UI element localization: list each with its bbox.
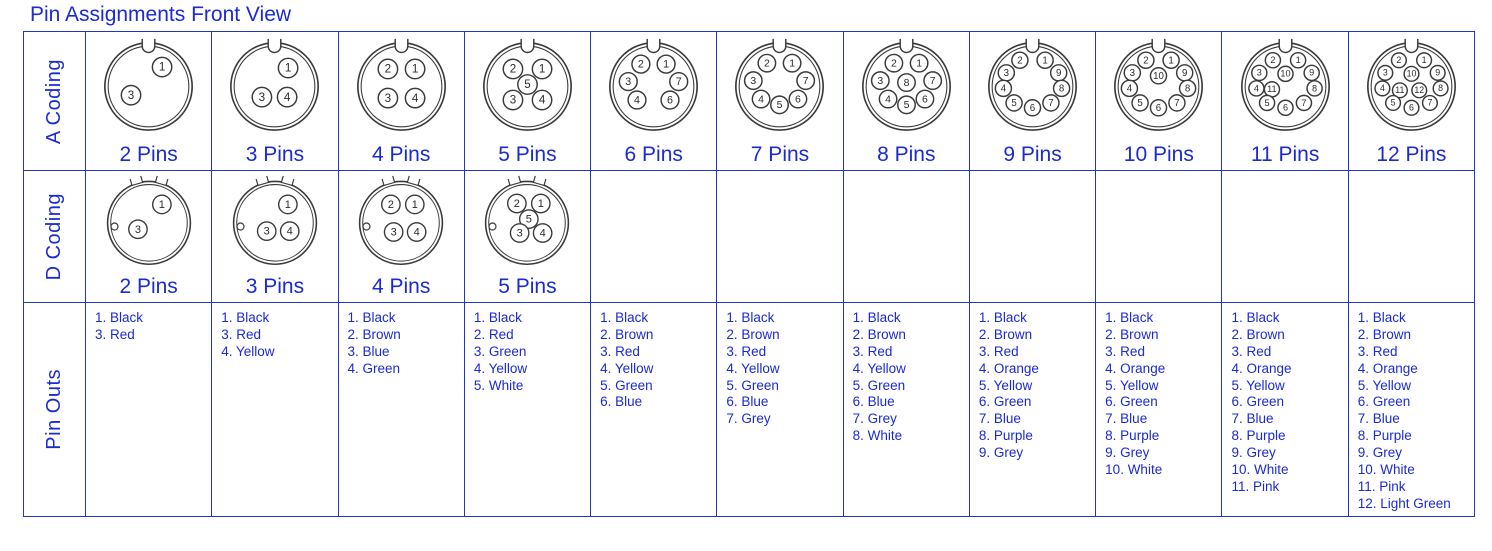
pin-number: 3 [1256,67,1262,78]
row-label-text: D Coding [43,192,65,281]
pin-number: 6 [1282,102,1288,113]
pinout-line: 7. Grey [726,411,771,427]
keyway-notch-icon [1405,39,1418,53]
pin-number: 1 [411,62,418,76]
pin-number: 1 [1421,55,1427,66]
pin-number: 3 [625,76,632,89]
pin-number: 11 [1395,85,1405,96]
cell-a-12-pins [1349,32,1475,171]
pinout-cell-5-pins [465,303,591,517]
pinout-line: 7. Grey [852,411,897,427]
cell-d-empty [844,171,970,303]
pin-number: 6 [667,94,674,107]
pinout-line: 1. Black [347,310,396,326]
keyway-notch-icon [395,39,408,53]
pin-number: 9 [1056,68,1062,80]
pinout-line: 9. Grey [1357,445,1402,461]
pinout-cell-11-pins [1222,303,1348,517]
pinout-line: 8. Purple [978,428,1033,444]
pin-number: 4 [286,225,293,238]
pinout-line: 3. Red [726,343,767,359]
pin-number: 5 [1011,98,1017,110]
pinout-line: 2. Brown [1357,326,1411,342]
pin-count-caption: 9 Pins [1003,142,1062,166]
pin-number: 3 [509,93,517,107]
pinout-line: 1. Black [95,310,144,326]
pinout-line: 9. Grey [1231,445,1276,461]
connector-diagram-d-4-pins [355,175,447,267]
pin-number: 5 [903,100,910,112]
pinout-line: 2. Brown [1231,326,1285,342]
pinout-list [212,303,337,361]
cell-d-empty [717,171,843,303]
pin-number: 5 [524,78,531,92]
pinout-line: 3. Red [221,326,262,342]
pin-number: 3 [259,90,266,104]
pinout-cell-10-pins [1096,303,1222,517]
keyway-notch-icon [1153,39,1166,53]
pinout-line: 7. Blue [1231,411,1274,427]
pinout-line: 6. Green [1357,394,1411,410]
pin-number: 8 [1185,83,1191,95]
pinout-line: 3. Red [1105,343,1145,359]
connector-diagram-a-6-pins [605,36,702,133]
pinout-line: 2. Brown [852,326,906,342]
pin-number: 12 [1414,85,1425,96]
pin-number: 8 [1058,83,1065,95]
cell-d-empty [1096,171,1222,303]
pinout-list [1222,303,1347,496]
cell-a-4-pins [339,32,465,171]
pinout-line: 2. Brown [600,326,654,342]
pinout-line: 2. Brown [978,326,1033,342]
pinout-line: 9. Grey [1105,445,1150,461]
pin-number: 9 [1435,67,1441,78]
keyway-notch-icon [900,39,913,53]
cell-d-empty [970,171,1096,303]
pinout-line: 3. Green [473,343,527,359]
pinout-line: 1. Black [221,310,270,326]
pin-number: 1 [663,58,670,71]
keyway-notch-icon [521,39,534,53]
pin-number: 1 [538,198,545,211]
pinout-line: 4. Orange [978,360,1039,376]
cell-a-7-pins [717,32,843,171]
pin-number: 1 [538,62,546,76]
pin-number: 4 [413,226,420,239]
pinout-line: 12. Light Green [1357,495,1451,511]
pinout-line: 10. White [1357,461,1415,477]
pin-number: 2 [384,62,391,76]
pin-number: 2 [764,58,771,70]
connector-diagram-a-3-pins [226,36,323,133]
pinout-line: 3. Red [1231,343,1272,359]
connector-diagram-a-5-pins [479,36,576,133]
cell-a-9-pins [970,32,1096,171]
pin-number: 2 [387,199,395,212]
pin-count-caption: 10 Pins [1123,142,1194,166]
pin-number: 4 [758,94,765,106]
pinout-line: 5. Yellow [978,377,1033,393]
pin-number: 4 [540,227,547,240]
connector-outer-ring [107,182,190,265]
pinout-line: 5. Yellow [1105,377,1159,393]
pinout-line: 4. Green [347,360,401,376]
pinout-line: 3. Red [1357,343,1398,359]
pin-number: 7 [1048,98,1054,110]
pinout-line: 11. Pink [1357,478,1406,494]
pin-count-caption: 3 Pins [245,142,305,166]
pin-number: 2 [1143,55,1149,67]
pin-number: 4 [1000,83,1007,95]
pin-number: 8 [903,77,910,89]
pinout-line: 1. Black [473,310,522,326]
pin-count-caption: 11 Pins [1250,142,1320,166]
pinout-line: 6. Blue [600,394,643,410]
cell-a-2-pins [86,32,212,171]
cell-a-10-pins [1096,32,1222,171]
cell-a-11-pins [1222,32,1348,171]
pinout-line: 3. Red [852,343,893,359]
pinout-line: 4. Yellow [852,360,906,376]
pinout-line: 2. Red [473,326,514,342]
pin-count-caption: 12 Pins [1376,142,1447,166]
pin-number: 2 [1017,55,1023,67]
pin-number: 3 [750,76,757,88]
pin-assignment-table [23,31,1475,517]
pinout-line: 8. Purple [1231,428,1286,444]
pin-count-caption: 7 Pins [750,142,810,166]
pinout-cell-6-pins [591,303,717,517]
pin-number: 1 [158,199,165,212]
pinout-list [591,303,716,411]
keyway-notch-icon [1026,39,1039,53]
row-label-pin-outs [24,303,86,517]
pinout-line: 4. Yellow [473,360,528,376]
row-label-d-coding [24,171,86,303]
pin-number: 6 [1408,102,1414,113]
pinout-list [465,303,590,394]
pin-number: 9 [1308,67,1314,78]
pin-count-caption: 3 Pins [245,274,305,298]
connector-outer-ring [105,43,192,130]
pin-number: 10 [1406,68,1417,79]
pinout-line: 2. Brown [726,326,780,342]
keyway-bump-icon [489,223,496,230]
cell-d-empty [591,171,717,303]
pin-number: 5 [777,100,783,112]
pinout-cell-3-pins [212,303,338,517]
pin-number: 3 [263,225,270,238]
pinout-list [717,303,842,428]
pinout-list [970,303,1095,462]
pinout-line: 4. Yellow [726,360,780,376]
pin-number: 2 [509,62,517,76]
pin-number: 1 [158,60,166,74]
pinout-line: 6. Blue [852,394,895,410]
pin-number: 7 [1427,97,1433,108]
pin-number: 2 [638,58,645,71]
pin-number: 10 [1153,70,1165,82]
row-label-text: A Coding [43,58,65,144]
pinout-line: 1. Black [1357,310,1406,326]
pin-number: 2 [1396,55,1402,66]
pinout-list [86,303,211,344]
cell-d-4-pins [339,171,465,303]
pin-number: 8 [1311,83,1317,94]
pinout-line: 7. Blue [1357,411,1400,427]
pin-number: 6 [795,94,802,106]
row-label-text: Pin Outs [43,369,65,450]
connector-diagram-a-9-pins [984,36,1081,133]
pin-number: 2 [890,58,897,70]
pin-number: 6 [1029,102,1036,114]
pin-count-caption: 4 Pins [371,142,431,166]
connector-outer-ring [358,43,445,130]
pinout-line: 5. Green [726,377,779,393]
keyway-notch-icon [1279,39,1292,53]
pinout-cell-2-pins [86,303,212,517]
pin-number: 3 [127,88,135,102]
pin-number: 4 [884,94,891,106]
pin-number: 3 [134,223,141,236]
pinout-cell-7-pins [717,303,843,517]
cell-d-2-pins [86,171,212,303]
keyway-bump-icon [237,223,244,230]
pin-count-caption: 2 Pins [119,274,178,298]
pinout-list [844,303,969,445]
connector-diagram-d-5-pins [481,175,573,267]
pinout-line: 5. Yellow [1231,377,1285,393]
pin-number: 5 [1264,97,1270,108]
pin-number: 1 [1295,55,1301,66]
pinout-line: 8. White [852,428,903,444]
pin-number: 1 [789,58,796,70]
pinout-line: 6. Green [1231,394,1284,410]
pinout-line: 6. Green [1105,394,1158,410]
pinout-list [1096,303,1221,479]
row-label-a-coding [24,32,86,171]
pin-number: 10 [1280,68,1291,79]
pin-count-caption: 5 Pins [498,274,557,298]
pinout-line: 3. Red [600,343,640,359]
pinout-list [1349,303,1474,513]
cell-d-3-pins [212,171,338,303]
keyway-notch-icon [142,39,155,53]
pinout-line: 4. Yellow [221,343,275,359]
pinout-cell-9-pins [970,303,1096,517]
cell-a-5-pins [465,32,591,171]
pinout-line: 6. Green [978,394,1032,410]
pin-number: 5 [526,213,533,226]
pinout-line: 5. Yellow [1357,377,1412,393]
pinout-line: 1. Black [852,310,901,326]
connector-diagram-d-3-pins [229,175,321,267]
connector-diagram-a-12-pins [1363,36,1460,133]
pinout-line: 1. Black [726,310,775,326]
cell-d-empty [1349,171,1475,303]
pinout-line: 3. Red [978,343,1019,359]
connector-diagram-a-8-pins [858,36,955,133]
pin-number: 2 [514,198,521,211]
pin-number: 11 [1266,84,1277,95]
cell-a-8-pins [844,32,970,171]
cell-a-6-pins [591,32,717,171]
cell-d-empty [1222,171,1348,303]
connector-outer-ring [360,182,443,265]
pinout-line: 7. Blue [1105,411,1148,427]
keyway-bump-icon [111,223,118,230]
connector-diagram-a-10-pins [1110,36,1207,133]
pinout-line: 8. Purple [1357,428,1412,444]
pin-number: 3 [1382,67,1388,78]
pin-number: 4 [1127,83,1133,95]
pinout-cell-12-pins [1349,303,1475,517]
pin-number: 7 [929,76,936,88]
pin-count-caption: 8 Pins [877,142,936,166]
pinout-line: 4. Yellow [600,360,654,376]
connector-diagram-d-2-pins [103,175,195,267]
keyway-notch-icon [269,39,282,53]
pinout-list [339,303,464,378]
pinout-line: 4. Orange [1231,360,1292,376]
pin-count-caption: 6 Pins [624,142,683,166]
pin-number: 4 [1253,83,1259,94]
pin-number: 5 [1390,97,1396,108]
connector-diagram-a-11-pins [1237,36,1334,133]
cell-d-5-pins [465,171,591,303]
pinout-line: 8. Purple [1105,428,1160,444]
pin-number: 3 [384,91,391,105]
pinout-line: 11. Pink [1231,478,1280,494]
pin-number: 1 [1168,55,1175,67]
pin-number: 3 [1003,68,1010,80]
pinout-line: 10. White [1231,461,1289,477]
pin-number: 7 [803,76,810,88]
pinout-line: 9. Grey [978,445,1024,461]
pinout-line: 1. Black [978,310,1027,326]
pin-number: 3 [877,76,883,88]
pin-number: 7 [675,76,682,89]
connector-diagram-a-4-pins [353,36,450,133]
pin-number: 1 [915,58,922,70]
pinout-line: 3. Red [95,326,135,342]
pinout-cell-4-pins [339,303,465,517]
keyway-notch-icon [647,39,660,53]
pin-number: 4 [538,93,546,107]
cell-a-3-pins [212,32,338,171]
pin-number: 4 [634,94,641,107]
pinout-line: 2. Brown [347,326,401,342]
connector-diagram-a-7-pins [731,36,828,133]
pinout-cell-8-pins [844,303,970,517]
pinout-line: 5. Green [852,377,906,393]
pin-number: 3 [1129,68,1136,80]
pin-number: 1 [1042,55,1048,67]
pinout-line: 4. Orange [1105,360,1166,376]
pin-number: 6 [1156,102,1162,114]
pin-number: 9 [1182,68,1188,80]
pin-number: 3 [517,227,524,240]
pin-number: 4 [1379,83,1385,94]
pin-number: 1 [284,199,291,212]
pinout-line: 3. Blue [347,343,390,359]
pin-number: 1 [411,199,419,212]
pin-number: 7 [1174,98,1180,110]
pinout-line: 1. Black [1231,310,1280,326]
pin-number: 1 [285,61,292,75]
pin-count-caption: 2 Pins [119,142,178,166]
pin-number: 4 [284,90,291,104]
pin-number: 7 [1300,97,1307,108]
pinout-line: 5. White [473,377,524,393]
pin-count-caption: 5 Pins [498,142,557,166]
pin-number: 3 [390,226,397,239]
pinout-line: 1. Black [1105,310,1154,326]
connector-outer-ring [233,182,316,265]
pin-number: 8 [1438,83,1443,94]
pinout-line: 2. Brown [1105,326,1159,342]
pin-number: 5 [1137,98,1144,110]
pin-number: 4 [411,91,418,105]
connector-outer-ring [231,43,318,130]
pinout-line: 4. Orange [1357,360,1418,376]
pinout-line: 1. Black [600,310,649,326]
pin-number: 2 [1269,55,1276,66]
keyway-bump-icon [363,223,370,230]
pinout-line: 5. Green [600,377,653,393]
keyway-notch-icon [774,39,787,53]
pinout-line: 7. Blue [978,411,1021,427]
page-title: Pin Assignments Front View [30,3,292,26]
pinout-line: 10. White [1105,461,1163,477]
pinout-line: 6. Blue [726,394,769,410]
connector-diagram-a-2-pins [100,36,197,133]
pin-count-caption: 4 Pins [371,274,431,298]
pin-number: 6 [921,94,928,106]
